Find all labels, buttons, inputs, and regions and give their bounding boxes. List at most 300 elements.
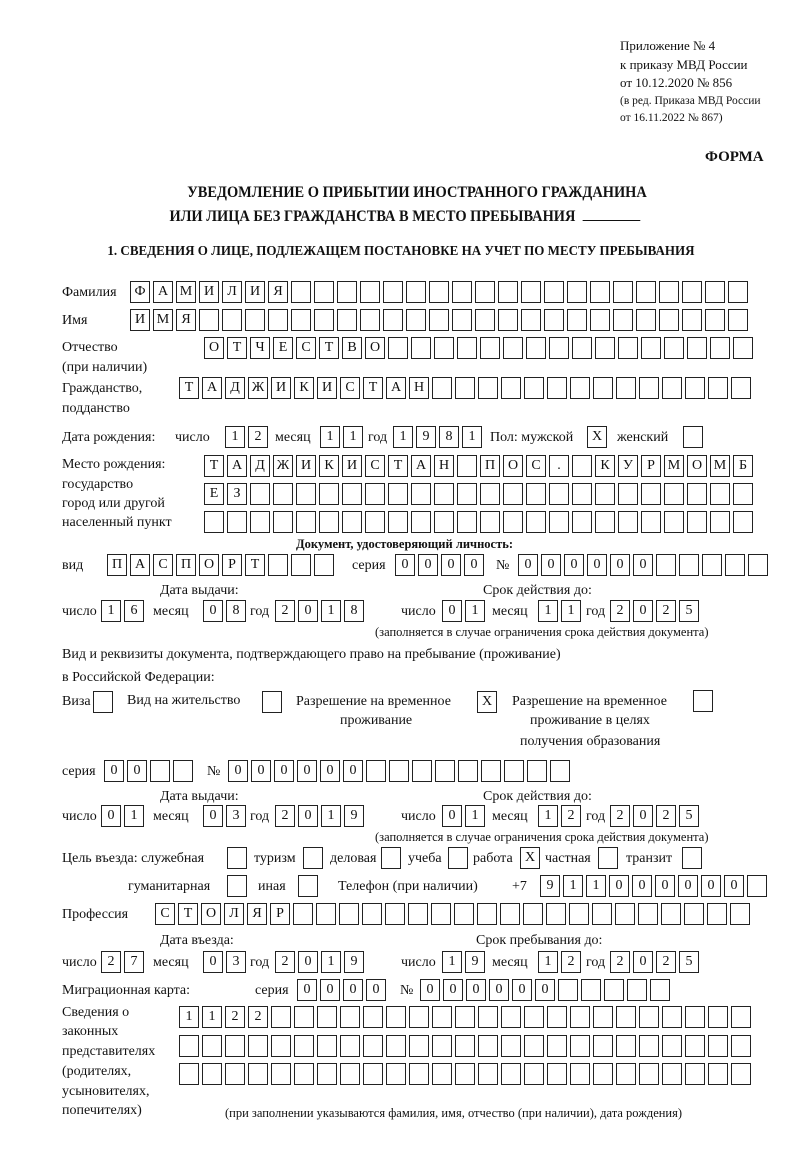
- char-box[interactable]: 1: [124, 805, 144, 827]
- char-box[interactable]: [710, 511, 730, 533]
- char-box[interactable]: Б: [733, 455, 753, 477]
- char-box[interactable]: [521, 281, 541, 303]
- char-box[interactable]: [687, 483, 707, 505]
- char-box[interactable]: [708, 1035, 728, 1057]
- char-box[interactable]: [294, 1063, 314, 1085]
- char-box[interactable]: [641, 511, 661, 533]
- char-box[interactable]: [523, 903, 543, 925]
- char-box[interactable]: 1: [462, 426, 482, 448]
- stay-year-field[interactable]: [610, 951, 702, 973]
- char-box[interactable]: [388, 483, 408, 505]
- char-box[interactable]: 1: [321, 951, 341, 973]
- char-box[interactable]: [498, 309, 518, 331]
- char-box[interactable]: О: [201, 903, 221, 925]
- char-box[interactable]: [342, 483, 362, 505]
- char-box[interactable]: [521, 309, 541, 331]
- char-box[interactable]: [593, 1063, 613, 1085]
- profession-field[interactable]: [155, 903, 753, 925]
- name-field[interactable]: [130, 309, 751, 331]
- char-box[interactable]: М: [176, 281, 196, 303]
- char-box[interactable]: [457, 455, 477, 477]
- char-box[interactable]: 8: [226, 600, 246, 622]
- char-box[interactable]: Я: [176, 309, 196, 331]
- char-box[interactable]: 9: [344, 951, 364, 973]
- char-box[interactable]: 2: [275, 805, 295, 827]
- char-box[interactable]: [432, 377, 452, 399]
- char-box[interactable]: [204, 511, 224, 533]
- char-box[interactable]: [615, 903, 635, 925]
- id-doc-type-field[interactable]: [107, 554, 337, 576]
- char-box[interactable]: 0: [633, 554, 653, 576]
- char-box[interactable]: [664, 511, 684, 533]
- char-box[interactable]: [293, 903, 313, 925]
- char-box[interactable]: О: [365, 337, 385, 359]
- char-box[interactable]: [733, 483, 753, 505]
- birth-month-field[interactable]: [320, 426, 366, 448]
- char-box[interactable]: [498, 281, 518, 303]
- char-box[interactable]: [386, 1035, 406, 1057]
- char-box[interactable]: [503, 337, 523, 359]
- char-box[interactable]: [434, 483, 454, 505]
- char-box[interactable]: 2: [656, 600, 676, 622]
- char-box[interactable]: 2: [248, 426, 268, 448]
- char-box[interactable]: [291, 281, 311, 303]
- char-box[interactable]: [455, 1006, 475, 1028]
- id-valid-day-field[interactable]: [442, 600, 488, 622]
- birth-place-row-2[interactable]: [204, 483, 756, 505]
- char-box[interactable]: [432, 1063, 452, 1085]
- char-box[interactable]: [179, 1063, 199, 1085]
- char-box[interactable]: [475, 281, 495, 303]
- char-box[interactable]: Ж: [248, 377, 268, 399]
- char-box[interactable]: [480, 483, 500, 505]
- char-box[interactable]: 9: [465, 951, 485, 973]
- char-box[interactable]: [452, 281, 472, 303]
- char-box[interactable]: [250, 511, 270, 533]
- char-box[interactable]: [504, 760, 524, 782]
- char-box[interactable]: [550, 760, 570, 782]
- entry-day-field[interactable]: [101, 951, 147, 973]
- char-box[interactable]: [664, 337, 684, 359]
- char-box[interactable]: [613, 309, 633, 331]
- char-box[interactable]: [728, 281, 748, 303]
- char-box[interactable]: [291, 554, 311, 576]
- char-box[interactable]: [434, 337, 454, 359]
- char-box[interactable]: [314, 554, 334, 576]
- char-box[interactable]: [317, 1035, 337, 1057]
- char-box[interactable]: У: [618, 455, 638, 477]
- char-box[interactable]: [731, 377, 751, 399]
- id-issue-day-field[interactable]: [101, 600, 147, 622]
- char-box[interactable]: [458, 760, 478, 782]
- char-box[interactable]: [366, 760, 386, 782]
- id-issue-month-field[interactable]: [203, 600, 249, 622]
- char-box[interactable]: 2: [225, 1006, 245, 1028]
- char-box[interactable]: [432, 1006, 452, 1028]
- char-box[interactable]: 0: [320, 760, 340, 782]
- char-box[interactable]: [590, 281, 610, 303]
- char-box[interactable]: [616, 377, 636, 399]
- char-box[interactable]: [363, 1035, 383, 1057]
- char-box[interactable]: 0: [678, 875, 698, 897]
- char-box[interactable]: [294, 1006, 314, 1028]
- char-box[interactable]: [731, 1006, 751, 1028]
- char-box[interactable]: [434, 511, 454, 533]
- char-box[interactable]: [432, 1035, 452, 1057]
- char-box[interactable]: 0: [632, 875, 652, 897]
- entry-month-field[interactable]: [203, 951, 249, 973]
- char-box[interactable]: 0: [518, 554, 538, 576]
- char-box[interactable]: И: [317, 377, 337, 399]
- char-box[interactable]: 0: [101, 805, 121, 827]
- char-box[interactable]: [296, 511, 316, 533]
- char-box[interactable]: [339, 903, 359, 925]
- char-box[interactable]: 0: [420, 979, 440, 1001]
- char-box[interactable]: [409, 1006, 429, 1028]
- char-box[interactable]: 3: [226, 805, 246, 827]
- char-box[interactable]: 0: [298, 600, 318, 622]
- char-box[interactable]: [435, 760, 455, 782]
- char-box[interactable]: Ж: [273, 455, 293, 477]
- char-box[interactable]: 0: [228, 760, 248, 782]
- char-box[interactable]: .: [549, 455, 569, 477]
- char-box[interactable]: [225, 1035, 245, 1057]
- char-box[interactable]: С: [155, 903, 175, 925]
- char-box[interactable]: 0: [343, 760, 363, 782]
- char-box[interactable]: [268, 554, 288, 576]
- surname-field[interactable]: [130, 281, 751, 303]
- char-box[interactable]: 1: [321, 805, 341, 827]
- char-box[interactable]: 0: [587, 554, 607, 576]
- char-box[interactable]: [271, 1006, 291, 1028]
- char-box[interactable]: О: [199, 554, 219, 576]
- char-box[interactable]: [271, 1035, 291, 1057]
- char-box[interactable]: [636, 281, 656, 303]
- char-box[interactable]: И: [342, 455, 362, 477]
- char-box[interactable]: 1: [343, 426, 363, 448]
- char-box[interactable]: 0: [541, 554, 561, 576]
- char-box[interactable]: 0: [464, 554, 484, 576]
- char-box[interactable]: С: [296, 337, 316, 359]
- char-box[interactable]: 1: [586, 875, 606, 897]
- purpose-humanitarian-checkbox[interactable]: [227, 875, 247, 897]
- char-box[interactable]: [733, 511, 753, 533]
- char-box[interactable]: [636, 309, 656, 331]
- char-box[interactable]: М: [664, 455, 684, 477]
- char-box[interactable]: [708, 377, 728, 399]
- stay-day-field[interactable]: [442, 951, 488, 973]
- stay-doc-number-field[interactable]: [228, 760, 573, 782]
- char-box[interactable]: Р: [222, 554, 242, 576]
- char-box[interactable]: [202, 1035, 222, 1057]
- char-box[interactable]: Д: [250, 455, 270, 477]
- char-box[interactable]: [662, 1063, 682, 1085]
- char-box[interactable]: [544, 309, 564, 331]
- char-box[interactable]: [363, 1063, 383, 1085]
- char-box[interactable]: З: [227, 483, 247, 505]
- char-box[interactable]: [337, 281, 357, 303]
- char-box[interactable]: 6: [124, 600, 144, 622]
- char-box[interactable]: [731, 1063, 751, 1085]
- char-box[interactable]: 0: [203, 600, 223, 622]
- char-box[interactable]: [710, 337, 730, 359]
- char-box[interactable]: 5: [679, 951, 699, 973]
- char-box[interactable]: [618, 511, 638, 533]
- char-box[interactable]: [618, 483, 638, 505]
- char-box[interactable]: [291, 309, 311, 331]
- char-box[interactable]: [685, 1063, 705, 1085]
- char-box[interactable]: Я: [247, 903, 267, 925]
- char-box[interactable]: [411, 483, 431, 505]
- char-box[interactable]: [317, 1063, 337, 1085]
- char-box[interactable]: [684, 903, 704, 925]
- purpose-service-checkbox[interactable]: [227, 847, 247, 869]
- id-valid-year-field[interactable]: [610, 600, 702, 622]
- char-box[interactable]: 2: [561, 805, 581, 827]
- char-box[interactable]: 0: [297, 979, 317, 1001]
- char-box[interactable]: [179, 1035, 199, 1057]
- char-box[interactable]: 2: [656, 805, 676, 827]
- char-box[interactable]: [173, 760, 193, 782]
- char-box[interactable]: [412, 760, 432, 782]
- char-box[interactable]: [245, 309, 265, 331]
- char-box[interactable]: 2: [656, 951, 676, 973]
- char-box[interactable]: [604, 979, 624, 1001]
- char-box[interactable]: [638, 903, 658, 925]
- char-box[interactable]: [383, 309, 403, 331]
- char-box[interactable]: [365, 483, 385, 505]
- char-box[interactable]: [570, 1035, 590, 1057]
- char-box[interactable]: 2: [275, 600, 295, 622]
- char-box[interactable]: 1: [465, 805, 485, 827]
- char-box[interactable]: [662, 1006, 682, 1028]
- char-box[interactable]: [271, 1063, 291, 1085]
- char-box[interactable]: 2: [248, 1006, 268, 1028]
- char-box[interactable]: [385, 903, 405, 925]
- char-box[interactable]: 1: [442, 951, 462, 973]
- stay-month-field[interactable]: [538, 951, 584, 973]
- char-box[interactable]: Т: [204, 455, 224, 477]
- char-box[interactable]: 1: [320, 426, 340, 448]
- char-box[interactable]: Н: [409, 377, 429, 399]
- char-box[interactable]: [567, 309, 587, 331]
- char-box[interactable]: [572, 455, 592, 477]
- char-box[interactable]: [340, 1035, 360, 1057]
- char-box[interactable]: [501, 1035, 521, 1057]
- char-box[interactable]: [408, 903, 428, 925]
- char-box[interactable]: О: [503, 455, 523, 477]
- char-box[interactable]: И: [271, 377, 291, 399]
- char-box[interactable]: 0: [633, 805, 653, 827]
- char-box[interactable]: [650, 979, 670, 1001]
- char-box[interactable]: [639, 377, 659, 399]
- char-box[interactable]: [595, 511, 615, 533]
- migration-card-series-field[interactable]: [297, 979, 389, 1001]
- char-box[interactable]: 1: [225, 426, 245, 448]
- char-box[interactable]: 0: [610, 554, 630, 576]
- char-box[interactable]: [360, 281, 380, 303]
- char-box[interactable]: [362, 903, 382, 925]
- char-box[interactable]: Н: [434, 455, 454, 477]
- char-box[interactable]: 0: [442, 600, 462, 622]
- char-box[interactable]: А: [202, 377, 222, 399]
- char-box[interactable]: [411, 511, 431, 533]
- temp-residence-checkbox[interactable]: X: [477, 691, 497, 713]
- char-box[interactable]: [501, 1063, 521, 1085]
- purpose-private-checkbox[interactable]: [598, 847, 618, 869]
- char-box[interactable]: 9: [540, 875, 560, 897]
- phone-field[interactable]: [540, 875, 770, 897]
- char-box[interactable]: [572, 511, 592, 533]
- char-box[interactable]: 0: [343, 979, 363, 1001]
- char-box[interactable]: М: [153, 309, 173, 331]
- char-box[interactable]: 0: [443, 979, 463, 1001]
- char-box[interactable]: 0: [512, 979, 532, 1001]
- char-box[interactable]: [570, 1006, 590, 1028]
- char-box[interactable]: [641, 337, 661, 359]
- char-box[interactable]: В: [342, 337, 362, 359]
- char-box[interactable]: [501, 1006, 521, 1028]
- char-box[interactable]: [728, 309, 748, 331]
- char-box[interactable]: [639, 1006, 659, 1028]
- char-box[interactable]: Т: [388, 455, 408, 477]
- char-box[interactable]: [524, 1063, 544, 1085]
- char-box[interactable]: [664, 483, 684, 505]
- sex-male-checkbox[interactable]: X: [587, 426, 607, 448]
- char-box[interactable]: 0: [274, 760, 294, 782]
- char-box[interactable]: [268, 309, 288, 331]
- char-box[interactable]: [526, 337, 546, 359]
- char-box[interactable]: [340, 1063, 360, 1085]
- char-box[interactable]: [248, 1063, 268, 1085]
- visa-checkbox[interactable]: [93, 691, 113, 713]
- char-box[interactable]: [570, 377, 590, 399]
- char-box[interactable]: Ч: [250, 337, 270, 359]
- char-box[interactable]: [503, 483, 523, 505]
- char-box[interactable]: [457, 483, 477, 505]
- char-box[interactable]: Т: [179, 377, 199, 399]
- char-box[interactable]: [572, 483, 592, 505]
- char-box[interactable]: [248, 1035, 268, 1057]
- char-box[interactable]: [708, 1063, 728, 1085]
- char-box[interactable]: [294, 1035, 314, 1057]
- char-box[interactable]: 1: [561, 600, 581, 622]
- char-box[interactable]: 9: [416, 426, 436, 448]
- char-box[interactable]: [705, 281, 725, 303]
- char-box[interactable]: 0: [442, 805, 462, 827]
- char-box[interactable]: Я: [268, 281, 288, 303]
- char-box[interactable]: П: [176, 554, 196, 576]
- char-box[interactable]: [731, 1035, 751, 1057]
- char-box[interactable]: 1: [101, 600, 121, 622]
- stay-valid-year-field[interactable]: [610, 805, 702, 827]
- char-box[interactable]: 7: [124, 951, 144, 973]
- char-box[interactable]: [383, 281, 403, 303]
- char-box[interactable]: [747, 875, 767, 897]
- purpose-work-checkbox[interactable]: X: [520, 847, 540, 869]
- char-box[interactable]: [659, 309, 679, 331]
- char-box[interactable]: [549, 483, 569, 505]
- char-box[interactable]: [314, 309, 334, 331]
- char-box[interactable]: [429, 281, 449, 303]
- char-box[interactable]: [452, 309, 472, 331]
- char-box[interactable]: [547, 1063, 567, 1085]
- char-box[interactable]: А: [411, 455, 431, 477]
- char-box[interactable]: [567, 281, 587, 303]
- char-box[interactable]: Л: [224, 903, 244, 925]
- char-box[interactable]: [342, 511, 362, 533]
- char-box[interactable]: [296, 483, 316, 505]
- char-box[interactable]: [593, 377, 613, 399]
- char-box[interactable]: [613, 281, 633, 303]
- char-box[interactable]: [389, 760, 409, 782]
- char-box[interactable]: [501, 377, 521, 399]
- char-box[interactable]: [527, 760, 547, 782]
- birth-place-row-3[interactable]: [204, 511, 756, 533]
- char-box[interactable]: [500, 903, 520, 925]
- char-box[interactable]: 0: [701, 875, 721, 897]
- char-box[interactable]: [386, 1006, 406, 1028]
- char-box[interactable]: [593, 1035, 613, 1057]
- char-box[interactable]: О: [687, 455, 707, 477]
- char-box[interactable]: [480, 511, 500, 533]
- char-box[interactable]: [431, 903, 451, 925]
- char-box[interactable]: [685, 1035, 705, 1057]
- char-box[interactable]: 3: [226, 951, 246, 973]
- char-box[interactable]: 2: [275, 951, 295, 973]
- char-box[interactable]: 0: [298, 951, 318, 973]
- char-box[interactable]: [150, 760, 170, 782]
- char-box[interactable]: И: [296, 455, 316, 477]
- entry-year-field[interactable]: [275, 951, 367, 973]
- char-box[interactable]: [524, 1006, 544, 1028]
- purpose-business-checkbox[interactable]: [381, 847, 401, 869]
- char-box[interactable]: [340, 1006, 360, 1028]
- char-box[interactable]: [659, 281, 679, 303]
- char-box[interactable]: И: [245, 281, 265, 303]
- char-box[interactable]: [595, 337, 615, 359]
- char-box[interactable]: К: [595, 455, 615, 477]
- char-box[interactable]: [388, 337, 408, 359]
- char-box[interactable]: И: [199, 281, 219, 303]
- char-box[interactable]: [618, 337, 638, 359]
- patronymic-field[interactable]: [204, 337, 756, 359]
- char-box[interactable]: 0: [633, 951, 653, 973]
- char-box[interactable]: 8: [344, 600, 364, 622]
- char-box[interactable]: [616, 1035, 636, 1057]
- char-box[interactable]: [524, 1035, 544, 1057]
- char-box[interactable]: [406, 281, 426, 303]
- char-box[interactable]: [570, 1063, 590, 1085]
- char-box[interactable]: [480, 337, 500, 359]
- char-box[interactable]: [273, 483, 293, 505]
- char-box[interactable]: О: [204, 337, 224, 359]
- char-box[interactable]: [481, 760, 501, 782]
- char-box[interactable]: [702, 554, 722, 576]
- char-box[interactable]: [455, 1035, 475, 1057]
- char-box[interactable]: [455, 377, 475, 399]
- char-box[interactable]: 0: [320, 979, 340, 1001]
- char-box[interactable]: [250, 483, 270, 505]
- char-box[interactable]: И: [130, 309, 150, 331]
- char-box[interactable]: [409, 1063, 429, 1085]
- char-box[interactable]: 9: [344, 805, 364, 827]
- char-box[interactable]: [526, 511, 546, 533]
- char-box[interactable]: 0: [655, 875, 675, 897]
- sex-female-checkbox[interactable]: [683, 426, 703, 448]
- char-box[interactable]: [682, 281, 702, 303]
- char-box[interactable]: 0: [203, 805, 223, 827]
